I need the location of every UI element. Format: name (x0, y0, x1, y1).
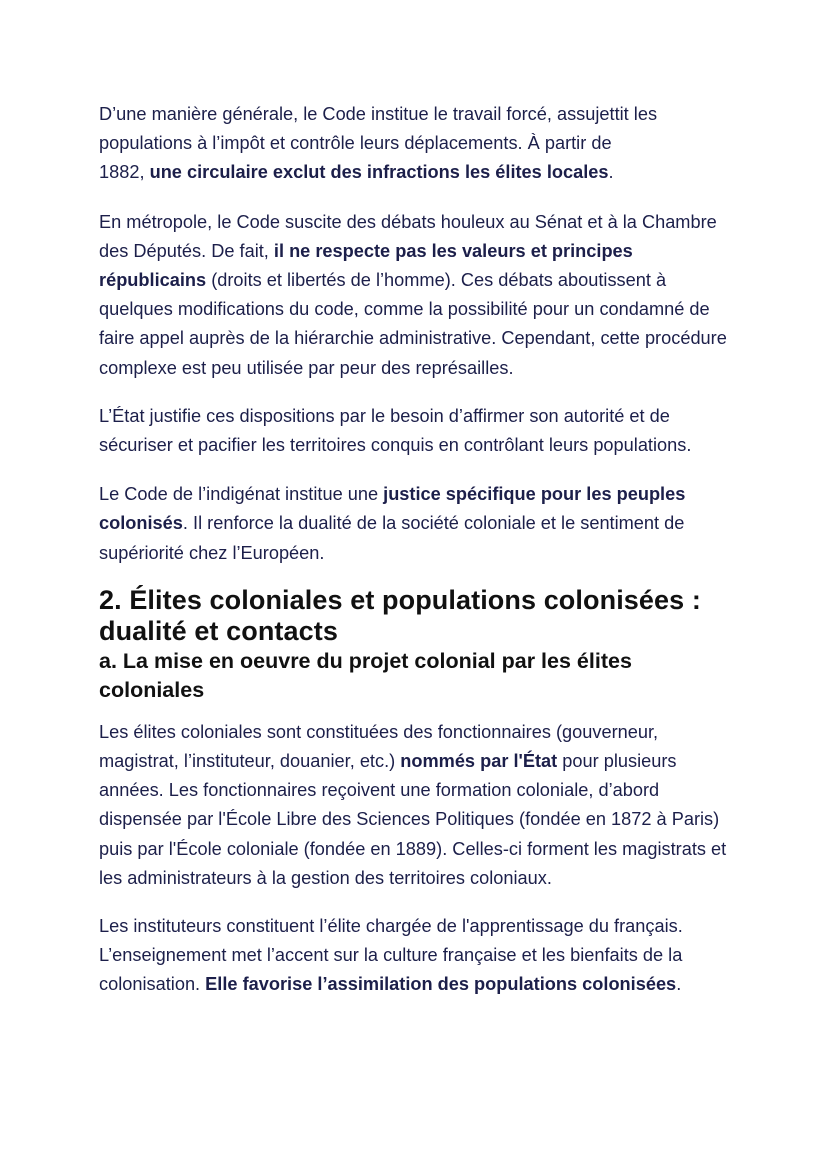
paragraph-code-indigenat (99, 480, 739, 568)
p1-line3-end: . (608, 162, 614, 183)
p4-bold-justice: justice spécifique pour les peuples colonisés (99, 484, 686, 534)
p1-bold-circulaire: une circulaire exclut des infractions les élites locales (149, 162, 609, 183)
p6-text-b: . (676, 974, 682, 995)
p5-bold-nommes: nommés par l'État (400, 751, 558, 772)
subsection-heading-mise-en-oeuvre: a. La mise en oeuvre du projet colonial par les élites coloniales (99, 648, 632, 702)
document-page (99, 100, 739, 1000)
p5-text-a: Les élites coloniales sont constituées des fonctionnaires (gouverneur, magistrat, l’instituteur, douanier, etc.) (99, 721, 659, 772)
paragraph-metropole (99, 208, 739, 383)
p2-bold-valeurs: il ne respecte pas les valeurs et principes républicains (99, 240, 633, 291)
p2-text-b: (droits et libertés de l’homme). Ces débats aboutissent à quelques modifications du code, comme la possibilité pour un condamné de faire appel auprès de la hiérarchie administrative. Cependant, cette procédure complexe est peu utilisée par peur des représailles. (99, 270, 727, 378)
p5-text-b: pour plusieurs années. Les fonctionnaires reçoivent une formation coloniale, d’abord dispensée par l'École Libre des Sciences Politiques (fondée en 1872 à Paris) puis par l'École coloniale (fondée en 1889). Celles-ci forment les magistrats et les administrateurs à la gestion des territoires coloniaux. (99, 751, 727, 888)
p6-text-a: Les instituteurs constituent l’élite chargée de l'apprentissage du français. L’enseignement met l’accent sur la culture française et les bienfaits de la colonisation. (99, 916, 683, 995)
p1-line3-plain: 1882, (99, 162, 150, 183)
paragraph-instituteurs (99, 912, 739, 1000)
p3-text: L’État justifie ces dispositions par le besoin d’affirmer son autorité et de sécuriser et pacifier les territoires conquis en contrôlant leurs populations. (99, 405, 692, 456)
p1-line2: populations à l’impôt et contrôle leurs déplacements. À partir de (99, 133, 612, 154)
p4-text-b: . Il renforce la dualité de la société coloniale et le sentiment de supériorité chez l’Européen. (99, 513, 685, 563)
paragraph-elites-coloniales (99, 718, 739, 893)
section-heading-elites: 2. Élites coloniales et populations colonisées : dualité et contacts (99, 584, 701, 646)
p6-bold-assimilation: Elle favorise l’assimilation des populations colonisées (205, 974, 677, 995)
p2-text-a: En métropole, le Code suscite des débats houleux au Sénat et à la Chambre des Députés. De fait, (99, 211, 717, 261)
p1-line1: D’une manière générale, le Code institue le travail forcé, assujettit les (99, 104, 658, 124)
paragraph-code-institue (99, 100, 739, 188)
paragraph-etat-justifie (99, 402, 739, 460)
p4-text-a: Le Code de l’indigénat institue une (99, 484, 384, 505)
